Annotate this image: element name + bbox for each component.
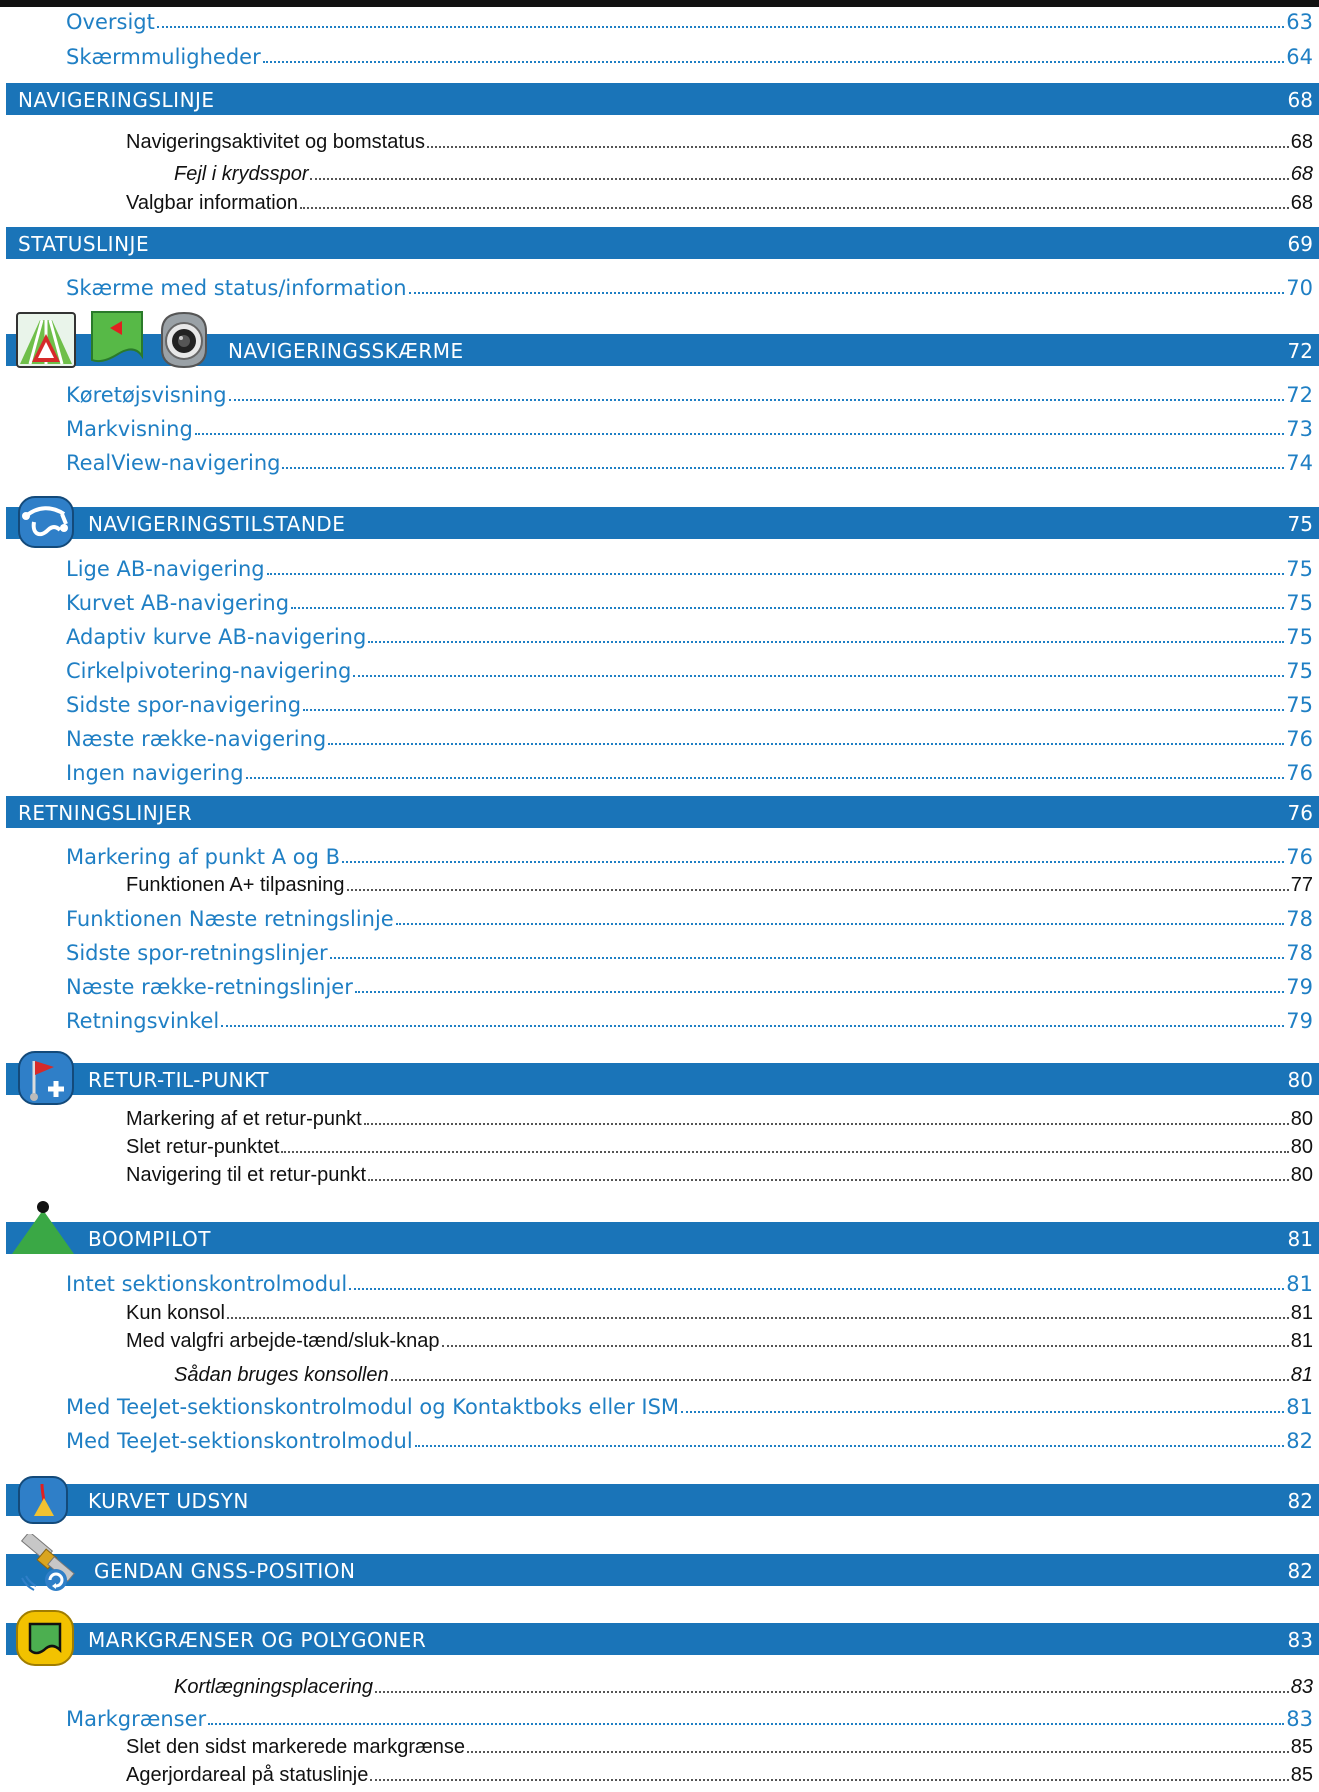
toc-entry-navigeringsaktivitet[interactable] (126, 131, 1313, 154)
toc-entry-page: 83 (1290, 1676, 1313, 1698)
toc-entry-title: Markering af et retur-punkt (126, 1108, 362, 1130)
toc-entry-title: Funktionen Næste retningslinje (66, 907, 394, 931)
toc-entry-markering-retur[interactable] (126, 1108, 1313, 1131)
toc-entry-page: 72 (1286, 383, 1313, 407)
leader-dots (330, 956, 1285, 959)
toc-entry-title: Kortlægningsplacering (174, 1676, 374, 1698)
section-page: 82 (1287, 1559, 1313, 1583)
leader-dots (229, 398, 1285, 401)
toc-entry-teejet-sektion[interactable] (66, 1429, 1313, 1453)
leader-dots (409, 291, 1285, 294)
toc-entry-markvisning[interactable] (66, 417, 1313, 441)
camera-icon (156, 309, 212, 369)
leader-dots (396, 922, 1285, 925)
toc-entry-page: 85 (1290, 1764, 1313, 1786)
toc-entry-page: 81 (1290, 1364, 1313, 1386)
toc-entry-title: Agerjordareal på statuslinje (126, 1764, 369, 1786)
guidance-mode-icon (18, 496, 74, 548)
leader-dots (263, 60, 1285, 63)
leader-dots (415, 1444, 1285, 1447)
toc-entry-title: Med valgfri arbejde-tænd/sluk-knap (126, 1330, 440, 1352)
leader-dots (246, 776, 1285, 779)
toc-entry-a-plus[interactable] (126, 874, 1313, 897)
toc-entry-title: Sådan bruges konsollen (174, 1364, 389, 1386)
toc-entry-markgraenser[interactable] (66, 1707, 1313, 1731)
vehicle-view-icon (88, 310, 146, 364)
toc-entry-teejet-kontaktboks[interactable] (66, 1395, 1313, 1419)
toc-entry-page: 70 (1286, 276, 1313, 300)
leader-dots (355, 990, 1284, 993)
section-bar-retningslinjer[interactable] (6, 796, 1319, 828)
toc-entry-skaerme-status[interactable] (66, 276, 1313, 300)
section-page: 80 (1287, 1068, 1313, 1092)
leader-dots (208, 1722, 1284, 1725)
section-title: MARKGRÆNSER OG POLYGONER (88, 1628, 427, 1652)
leader-dots (364, 1122, 1289, 1125)
section-page: 81 (1287, 1227, 1313, 1251)
leader-dots (375, 1690, 1289, 1693)
leader-dots (681, 1410, 1284, 1413)
toc-entry-page: 73 (1286, 417, 1313, 441)
toc-entry-page: 68 (1290, 192, 1313, 214)
toc-entry-page: 74 (1286, 451, 1313, 475)
toc-entry-cirkelpivotering[interactable] (66, 659, 1313, 683)
section-bar-navigeringstilstande[interactable] (6, 507, 1319, 539)
section-page: 68 (1287, 88, 1313, 112)
toc-entry-page: 81 (1290, 1330, 1313, 1352)
toc-entry-page: 85 (1290, 1736, 1313, 1758)
toc-entry-sidste-spor-nav[interactable] (66, 693, 1313, 717)
toc-entry-fejl-krydsspor[interactable] (174, 163, 1313, 186)
toc-entry-valgbar-information[interactable] (126, 192, 1313, 215)
toc-entry-title: Med TeeJet-sektionskontrolmodul og Kontaktboks eller ISM (66, 1395, 680, 1419)
toc-entry-page: 79 (1286, 975, 1313, 999)
section-title: NAVIGERINGSSKÆRME (228, 339, 464, 363)
toc-entry-title: Kurvet AB-navigering (66, 591, 290, 615)
section-bar-retur-til-punkt[interactable] (6, 1063, 1319, 1095)
leader-dots (342, 860, 1284, 863)
toc-entry-title: Næste række-retningslinjer (66, 975, 353, 999)
toc-entry-page: 77 (1290, 874, 1313, 896)
section-title: RETUR-TIL-PUNKT (88, 1068, 269, 1092)
toc-entry-page: 79 (1286, 1009, 1313, 1033)
toc-entry-title: Intet sektionskontrolmodul (66, 1272, 348, 1296)
toc-entry-page: 63 (1286, 10, 1313, 34)
toc-entry-page: 82 (1286, 1429, 1313, 1453)
leader-dots (442, 1344, 1289, 1347)
leader-dots (391, 1378, 1289, 1381)
toc-entry-naeste-raekke-nav[interactable] (66, 727, 1313, 751)
gnss-satellite-icon (16, 1534, 78, 1594)
toc-entry-title: Sidste spor-navigering (66, 693, 302, 717)
toc-entry-title: Navigeringsaktivitet og bomstatus (126, 131, 426, 153)
leader-dots (347, 888, 1289, 891)
leader-dots (328, 742, 1284, 745)
toc-entry-intet-sektion[interactable] (66, 1272, 1313, 1296)
toc-entry-page: 68 (1290, 163, 1313, 185)
toc-entry-title: Cirkelpivotering-navigering (66, 659, 352, 683)
toc-entry-title: Funktionen A+ tilpasning (126, 874, 345, 896)
toc-entry-naeste-raekke-ret[interactable] (66, 975, 1313, 999)
toc-entry-page: 75 (1286, 591, 1313, 615)
section-page: 75 (1287, 512, 1313, 536)
section-bar-statuslinje[interactable] (6, 227, 1319, 259)
leader-dots (267, 572, 1285, 575)
section-title: STATUSLINJE (18, 232, 150, 256)
section-title: BOOMPILOT (88, 1227, 211, 1251)
leader-dots (300, 206, 1289, 209)
toc-entry-page: 80 (1290, 1108, 1313, 1130)
toc-entry-kun-konsol[interactable] (126, 1302, 1313, 1325)
toc-entry-adaptiv-kurve[interactable] (66, 625, 1313, 649)
toc-entry-markering-ab[interactable] (66, 845, 1313, 869)
toc-entry-page: 76 (1286, 727, 1313, 751)
section-bar-navigeringslinje[interactable] (6, 83, 1319, 115)
leader-dots (349, 1287, 1284, 1290)
leader-dots (281, 1150, 1288, 1153)
toc-entry-title: Markvisning (66, 417, 193, 441)
toc-entry-sidste-spor-ret[interactable] (66, 941, 1313, 965)
section-title: NAVIGERINGSTILSTANDE (88, 512, 346, 536)
toc-entry-page: 78 (1286, 907, 1313, 931)
toc-entry-title: Markgrænser (66, 1707, 207, 1731)
toc-entry-title: Markering af punkt A og B (66, 845, 340, 869)
toc-entry-realview[interactable] (66, 451, 1313, 475)
toc-entry-page: 75 (1286, 625, 1313, 649)
toc-entry-koretojsvisning[interactable] (66, 383, 1313, 407)
leader-dots (227, 1316, 1289, 1319)
leader-dots (310, 177, 1288, 180)
toc-entry-kortlaegning[interactable] (174, 1676, 1313, 1699)
toc-entry-title: Ingen navigering (66, 761, 244, 785)
leader-dots (303, 708, 1284, 711)
toc-entry-title: Skærme med status/information (66, 276, 407, 300)
curved-view-icon (18, 1476, 68, 1524)
toc-entry-title: Lige AB-navigering (66, 557, 265, 581)
leader-dots (368, 640, 1284, 643)
toc-entry-naeste-retningslinje[interactable] (66, 907, 1313, 931)
leader-dots (427, 145, 1289, 148)
toc-entry-title: Navigering til et retur-punkt (126, 1164, 367, 1186)
toc-entry-page: 81 (1286, 1395, 1313, 1419)
leader-dots (221, 1024, 1284, 1027)
toc-entry-title: Oversigt (66, 10, 155, 34)
leader-dots (157, 25, 1284, 28)
toc-entry-page: 76 (1286, 845, 1313, 869)
section-bar-boompilot[interactable] (6, 1222, 1319, 1254)
leader-dots (291, 606, 1284, 609)
toc-entry-page: 75 (1286, 659, 1313, 683)
toc-entry-title: Slet retur-punktet (126, 1136, 280, 1158)
toc-entry-valgfri-knap[interactable] (126, 1330, 1313, 1353)
toc-entry-slet-retur[interactable] (126, 1136, 1313, 1159)
section-title: KURVET UDSYN (88, 1489, 249, 1513)
toc-entry-title: Retningsvinkel (66, 1009, 220, 1033)
section-page: 82 (1287, 1489, 1313, 1513)
toc-entry-title: Slet den sidst markerede markgrænse (126, 1736, 466, 1758)
toc-entry-skaermmuligheder[interactable] (66, 45, 1313, 69)
field-view-icon (16, 312, 76, 368)
toc-entry-ingen-navigering[interactable] (66, 761, 1313, 785)
page-top-rule (0, 0, 1319, 7)
section-bar-kurvet-udsyn[interactable] (6, 1484, 1319, 1516)
toc-entry-title: Næste række-navigering (66, 727, 327, 751)
toc-entry-page: 76 (1286, 761, 1313, 785)
section-page: 72 (1287, 339, 1313, 363)
toc-entry-page: 81 (1290, 1302, 1313, 1324)
leader-dots (282, 466, 1284, 469)
toc-entry-agerjordareal[interactable] (126, 1764, 1313, 1787)
toc-entry-kurvet-ab[interactable] (66, 591, 1313, 615)
leader-dots (370, 1778, 1288, 1781)
return-point-flag-icon (18, 1051, 74, 1105)
leader-dots (368, 1178, 1289, 1181)
toc-entry-page: 80 (1290, 1136, 1313, 1158)
toc-entry-title: Med TeeJet-sektionskontrolmodul (66, 1429, 413, 1453)
toc-entry-slet-markgraense[interactable] (126, 1736, 1313, 1759)
toc-entry-title: Sidste spor-retningslinjer (66, 941, 328, 965)
section-bar-gendan-gnss[interactable] (6, 1554, 1319, 1586)
section-title: RETNINGSLINJER (18, 801, 193, 825)
section-page: 69 (1287, 232, 1313, 256)
boompilot-icon (10, 1200, 76, 1256)
toc-entry-title: Valgbar information (126, 192, 298, 214)
leader-dots (353, 674, 1284, 677)
section-title: GENDAN GNSS-POSITION (94, 1559, 356, 1583)
field-boundary-icon (16, 1610, 74, 1666)
toc-entry-page: 78 (1286, 941, 1313, 965)
section-bar-markgraenser-polygoner[interactable] (6, 1623, 1319, 1655)
toc-entry-oversigt[interactable] (66, 10, 1313, 34)
toc-entry-title: Skærmmuligheder (66, 45, 261, 69)
leader-dots (195, 432, 1284, 435)
toc-entry-page: 81 (1286, 1272, 1313, 1296)
toc-entry-page: 68 (1290, 131, 1313, 153)
toc-entry-saadan-konsol[interactable] (174, 1364, 1313, 1387)
section-page: 76 (1287, 801, 1313, 825)
toc-entry-title: Køretøjsvisning (66, 383, 227, 407)
toc-entry-title: Fejl i krydsspor (174, 163, 309, 185)
section-title: NAVIGERINGSLINJE (18, 88, 215, 112)
toc-entry-lige-ab[interactable] (66, 557, 1313, 581)
toc-entry-title: Kun konsol (126, 1302, 225, 1324)
toc-entry-page: 75 (1286, 557, 1313, 581)
toc-entry-page: 80 (1290, 1164, 1313, 1186)
toc-entry-navigering-retur[interactable] (126, 1164, 1313, 1187)
toc-entry-title: RealView-navigering (66, 451, 281, 475)
toc-entry-page: 75 (1286, 693, 1313, 717)
toc-entry-title: Adaptiv kurve AB-navigering (66, 625, 367, 649)
leader-dots (467, 1750, 1289, 1753)
section-page: 83 (1287, 1628, 1313, 1652)
toc-entry-retningsvinkel[interactable] (66, 1009, 1313, 1033)
toc-entry-page: 83 (1286, 1707, 1313, 1731)
toc-entry-page: 64 (1286, 45, 1313, 69)
